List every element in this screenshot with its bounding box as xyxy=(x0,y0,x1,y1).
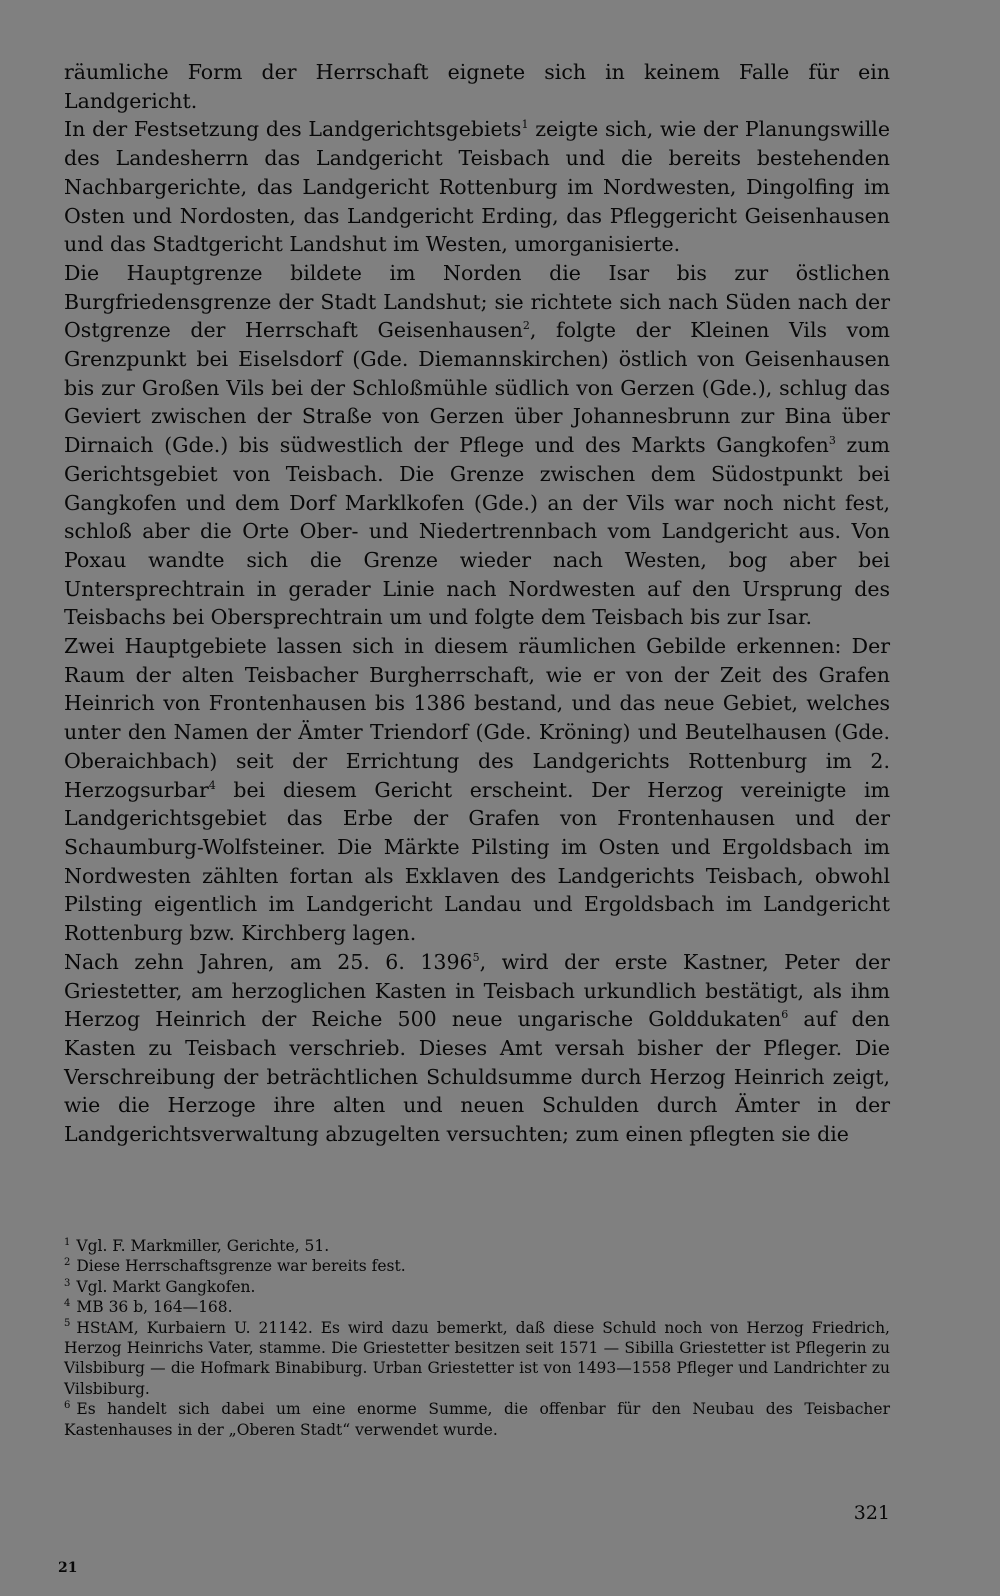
paragraph-text: , wird der erste Kastner, Peter der Griestetter, am herzoglichen Kasten in Teisbach urkundlich bestätigt, als ihm Herzog Heinrich der Reiche 500 neue ungarische Golddukaten xyxy=(64,949,890,1032)
paragraph xyxy=(64,632,890,948)
footnote xyxy=(64,1256,890,1276)
paragraph xyxy=(64,58,890,115)
paragraph xyxy=(64,948,890,1149)
paragraph-text: Nach zehn Jahren, am 25. 6. 1396 xyxy=(64,949,473,974)
paragraph xyxy=(64,115,890,259)
footnote-text: Vgl. Markt Gangkofen. xyxy=(76,1277,256,1296)
footnote-reference: 5 xyxy=(472,950,480,964)
footnote-reference: 1 xyxy=(521,118,529,132)
footnote-reference: 2 xyxy=(522,319,530,333)
footnote xyxy=(64,1318,890,1400)
paragraph-text: zum Gerichtsgebiet von Teisbach. Die Grenze zwischen dem Südostpunkt bei Gangkofen und dem Dorf Marklkofen (Gde.) an der Vils war noch nicht fest, schloß aber die Orte Ober- und Niedertrennbach vom Landgericht aus. Von Poxau wandte sich die Grenze wieder nach Westen, bog aber bei Untersprechtrain in gerader Linie nach Nordwesten auf den Ursprung des Teisbachs bei Obersprechtrain um und folgte dem Teisbach bis zur Isar. xyxy=(64,433,890,630)
footnote-reference: 4 xyxy=(208,778,216,792)
footnote-reference: 6 xyxy=(781,1008,789,1022)
paragraph xyxy=(64,259,890,632)
paragraph-text: , folgte der Kleinen Vils vom Grenzpunkt bei Eiselsdorf (Gde. Diemannskirchen) östlich von Geisenhausen bis zur Großen Vils bei der Schloßmühle südlich von Gerzen (Gde.), schlug das Geviert zwischen der Straße von Gerzen über Johannesbrunn zur Bina über Dirnaich (Gde.) bis südwestlich der Pflege und des Markts Gangkofen xyxy=(64,318,890,458)
page-number: 321 xyxy=(853,1502,890,1524)
paragraph-text: räumliche Form der Herrschaft eignete sich in keinem Falle für ein Landgericht. xyxy=(64,60,890,113)
footnote-number: 2 xyxy=(64,1257,71,1269)
paragraph-text: auf den Kasten zu Teisbach verschrieb. Dieses Amt versah bisher der Pfleger. Die Verschreibung der beträchtlichen Schuldsumme durch Herzog Heinrich zeigt, wie die Herzoge ihre alten und neuen Schulden durch Ämter in der Landgerichtsverwaltung abzugelten versuchten; zum einen pflegten sie die xyxy=(64,1007,890,1147)
paragraph-text: zeigte sich, wie der Planungswille des Landesherrn das Landgericht Teisbach und die bereits bestehenden Nachbargerichte, das Landgericht Rottenburg im Nordwesten, Dingolfing im Osten und Nordosten, das Landgericht Erding, das Pfleggericht Geisenhausen und das Stadtgericht Landshut im Westen, umorganisierte. xyxy=(64,117,890,257)
paragraph-text: Die Hauptgrenze bildete im Norden die Isar bis zur östlichen Burgfriedensgrenze der Stadt Landshut; sie richtete sich nach Süden nach der Ostgrenze der Herrschaft Geisenhausen xyxy=(64,260,890,343)
footnote xyxy=(64,1236,890,1256)
footnote-number: 6 xyxy=(64,1400,71,1412)
paragraph-text: In der Festsetzung des Landgerichtsgebiets xyxy=(64,117,522,142)
footnote-number: 4 xyxy=(64,1298,71,1310)
footnote-number: 5 xyxy=(64,1318,71,1330)
paragraph-text: bei diesem Gericht erscheint. Der Herzog vereinigte im Landgerichtsgebiet das Erbe der Grafen von Frontenhausen und der Schaumburg-Wolfsteiner. Die Märkte Pilsting im Osten und Ergoldsbach im Nordwesten zählten fortan als Exklaven des Landgerichts Teisbach, obwohl Pilsting eigentlich im Landgericht Landau und Ergoldsbach im Landgericht Rottenburg bzw. Kirchberg lagen. xyxy=(64,777,890,946)
footnote-number: 3 xyxy=(64,1277,71,1289)
signature-mark: 21 xyxy=(58,1560,78,1576)
paragraph-text: Zwei Hauptgebiete lassen sich in diesem räumlichen Gebilde erkennen: Der Raum der alten Teisbacher Burgherrschaft, wie er von der Zeit des Grafen Heinrich von Frontenhausen bis 1386 bestand, und das neue Gebiet, welches unter den Namen der Ämter Triendorf (Gde. Kröning) und Beutelhausen (Gde. Oberaichbach) seit der Errichtung des Landgerichts Rottenburg im 2. Herzogsurbar xyxy=(64,634,890,802)
footnote-text: Es handelt sich dabei um eine enorme Summe, die offenbar für den Neubau des Teisbacher Kastenhauses in der „Oberen Stadt“ verwendet wurde. xyxy=(64,1400,890,1439)
footnote xyxy=(64,1277,890,1297)
body-text xyxy=(64,58,890,1149)
footnote-text: Diese Herrschaftsgrenze war bereits fest. xyxy=(76,1257,406,1276)
footnote-text: MB 36 b, 164—168. xyxy=(76,1298,233,1317)
footnote-text: HStAM, Kurbaiern U. 21142. Es wird dazu bemerkt, daß diese Schuld noch von Herzog Friedrich, Herzog Heinrichs Vater, stamme. Die Griestetter besitzen seit 1571 — Sibilla Griestetter ist Pflegerin zu Vilsbiburg — die Hofmark Binabiburg. Urban Griestetter ist von 1493—1558 Pfleger und Landrichter zu Vilsbiburg. xyxy=(64,1318,890,1398)
footnote-number: 1 xyxy=(64,1236,71,1248)
footnote-text: Vgl. F. Markmiller, Gerichte, 51. xyxy=(76,1237,330,1255)
footnotes xyxy=(64,1236,890,1440)
footnote-reference: 3 xyxy=(828,434,836,448)
footnote xyxy=(64,1399,890,1440)
footnote xyxy=(64,1297,890,1317)
